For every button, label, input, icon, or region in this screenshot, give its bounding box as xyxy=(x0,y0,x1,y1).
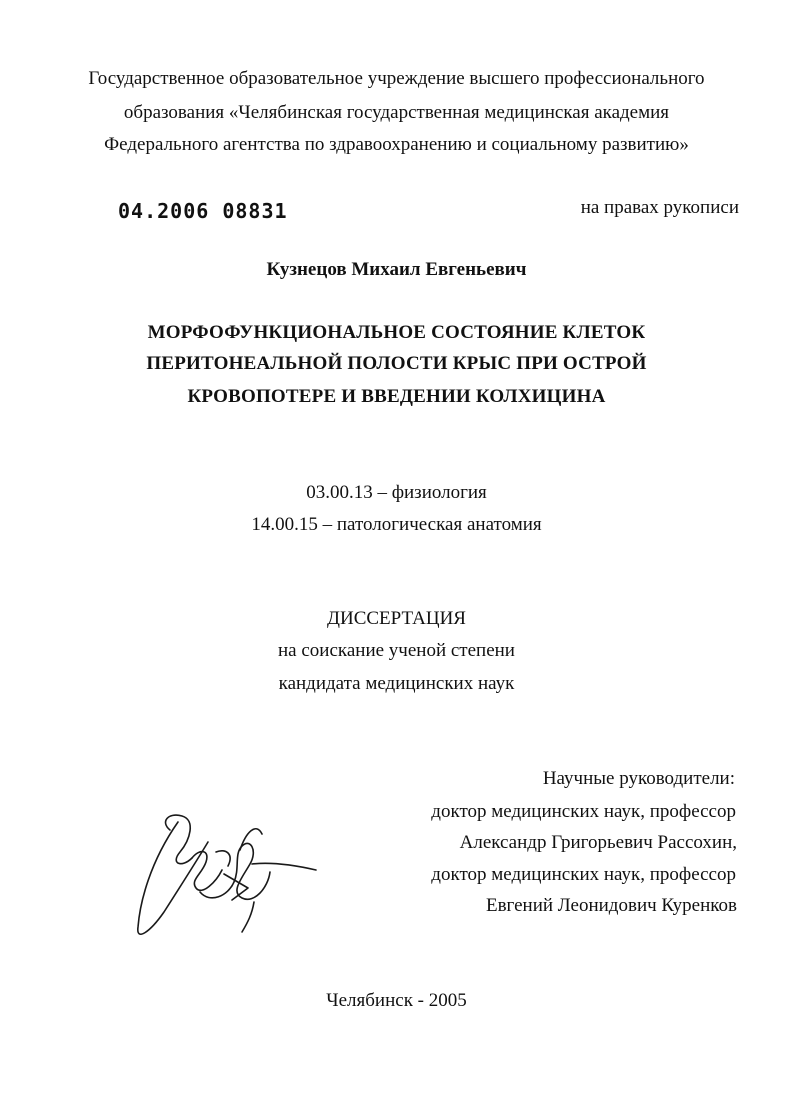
supervisor-1-name: Александр Григорьевич Рассохин, xyxy=(459,832,737,853)
manuscript-note: на правах рукописи xyxy=(580,197,739,218)
supervisor-2-name: Евгений Леонидович Куренков xyxy=(485,895,737,916)
supervisor-1-title: доктор медицинских наук, профессор xyxy=(431,801,736,822)
specialty-physiology: 03.00.13 – физиология xyxy=(306,482,487,503)
supervisors-heading: Научные руководители: xyxy=(542,768,735,789)
title-line-3: КРОВОПОТЕРЕ И ВВЕДЕНИИ КОЛХИЦИНА xyxy=(187,386,606,407)
city-year: Челябинск - 2005 xyxy=(326,990,467,1011)
institution-line-1: Государственное образовательное учреждение высшего профессионального xyxy=(88,68,705,89)
handwritten-signature xyxy=(130,792,320,952)
registry-stamp-number: 04.2006 08831 xyxy=(118,199,288,223)
specialty-pathological-anatomy: 14.00.15 – патологическая анатомия xyxy=(251,514,542,535)
degree-line-2: кандидата медицинских наук xyxy=(278,673,515,694)
title-line-1: МОРФОФУНКЦИОНАЛЬНОЕ СОСТОЯНИЕ КЛЕТОК xyxy=(147,322,646,343)
author-name: Кузнецов Михаил Евгеньевич xyxy=(266,259,527,280)
degree-line-1: на соискание ученой степени xyxy=(278,640,515,661)
document-type-heading: ДИССЕРТАЦИЯ xyxy=(327,608,466,629)
institution-line-3: Федерального агентства по здравоохранению и социальному развитию» xyxy=(104,134,689,155)
institution-line-2: образования «Челябинская государственная медицинская академия xyxy=(123,102,670,123)
supervisor-2-title: доктор медицинских наук, профессор xyxy=(431,864,736,885)
title-line-2: ПЕРИТОНЕАЛЬНОЙ ПОЛОСТИ КРЫС ПРИ ОСТРОЙ xyxy=(146,353,647,374)
